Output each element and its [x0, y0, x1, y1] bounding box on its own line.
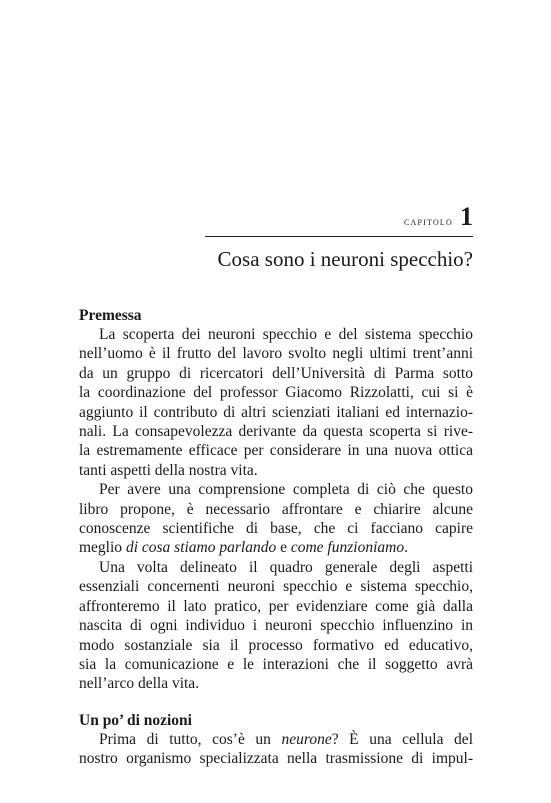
text-line: tanti aspetti della nostra vita.	[79, 461, 258, 479]
text-line: essenziali concernenti neuroni specchio e sistema specchio,	[79, 578, 473, 596]
paragraph	[79, 558, 473, 694]
text-line	[79, 730, 473, 749]
chapter-title: Cosa sono i neuroni specchio?	[217, 247, 473, 271]
text-line: libro propone, è necessario affrontare e chiarire alcune	[79, 500, 473, 518]
text-fragment: meglio	[79, 539, 126, 557]
text-line: nell’uomo è il frutto del lavoro svolto negli ultimi trent’anni	[79, 345, 473, 363]
section-heading-premessa: Premessa	[79, 307, 142, 324]
chapter-word: capitolo	[403, 214, 453, 228]
text-line	[79, 538, 473, 557]
chapter-label	[205, 200, 473, 234]
text-line: nali. La consapevolezza derivante da questa scoperta si rive-	[79, 423, 473, 441]
text-line: Una volta delineato il quadro generale degli aspetti	[99, 558, 473, 576]
text-line: la coordinazione del professor Giacomo Rizzolatti, cui si è	[79, 384, 473, 402]
body-text	[79, 306, 473, 769]
text-line: aggiunto il contributo di altri scienziati italiani ed internazio-	[79, 403, 473, 421]
text-fragment: ? È una cellula del	[331, 730, 473, 748]
text-line: la estremamente efficace per considerare in una nuova ottica	[79, 442, 473, 460]
text-line: nascita di ogni individuo i neuroni specchio influenzino in	[79, 617, 473, 635]
paragraph	[79, 480, 473, 558]
text-line: nell’arco della vita.	[79, 675, 200, 693]
paragraph	[79, 325, 473, 480]
italic-text: come funzioniamo	[290, 539, 405, 557]
chapter-header	[205, 200, 473, 272]
text-line: La scoperta dei neuroni specchio e del sistema specchio	[99, 326, 473, 343]
text-line: da un gruppo di ricercatori dell’Università di Parma sotto	[79, 364, 473, 382]
text-fragment: e	[276, 539, 291, 557]
paragraph	[79, 730, 473, 769]
text-line: conoscenze scientifiche di base, che ci facciano capire	[79, 520, 473, 538]
text-line: affronteremo il lato pratico, per evidenziare come già dalla	[79, 597, 473, 615]
text-line: Per avere una comprensione completa di ciò che questo	[99, 481, 473, 499]
chapter-rule	[205, 236, 473, 237]
italic-text: di cosa stiamo parlando	[125, 539, 277, 557]
italic-text: neurone	[281, 730, 332, 748]
text-line: sia la comunicazione e le interazioni che il soggetto avrà	[79, 655, 473, 673]
text-fragment: Prima di tutto, cos’è un	[99, 730, 282, 748]
text-fragment: .	[404, 539, 408, 557]
chapter-number: 1	[460, 202, 473, 231]
section-heading-nozioni: Un po’ di nozioni	[79, 711, 192, 729]
text-line: nostro organismo specializzata nella trasmissione di impul-	[79, 750, 473, 768]
text-line: modo sostanziale sia il processo formativo ed educativo,	[79, 636, 473, 654]
